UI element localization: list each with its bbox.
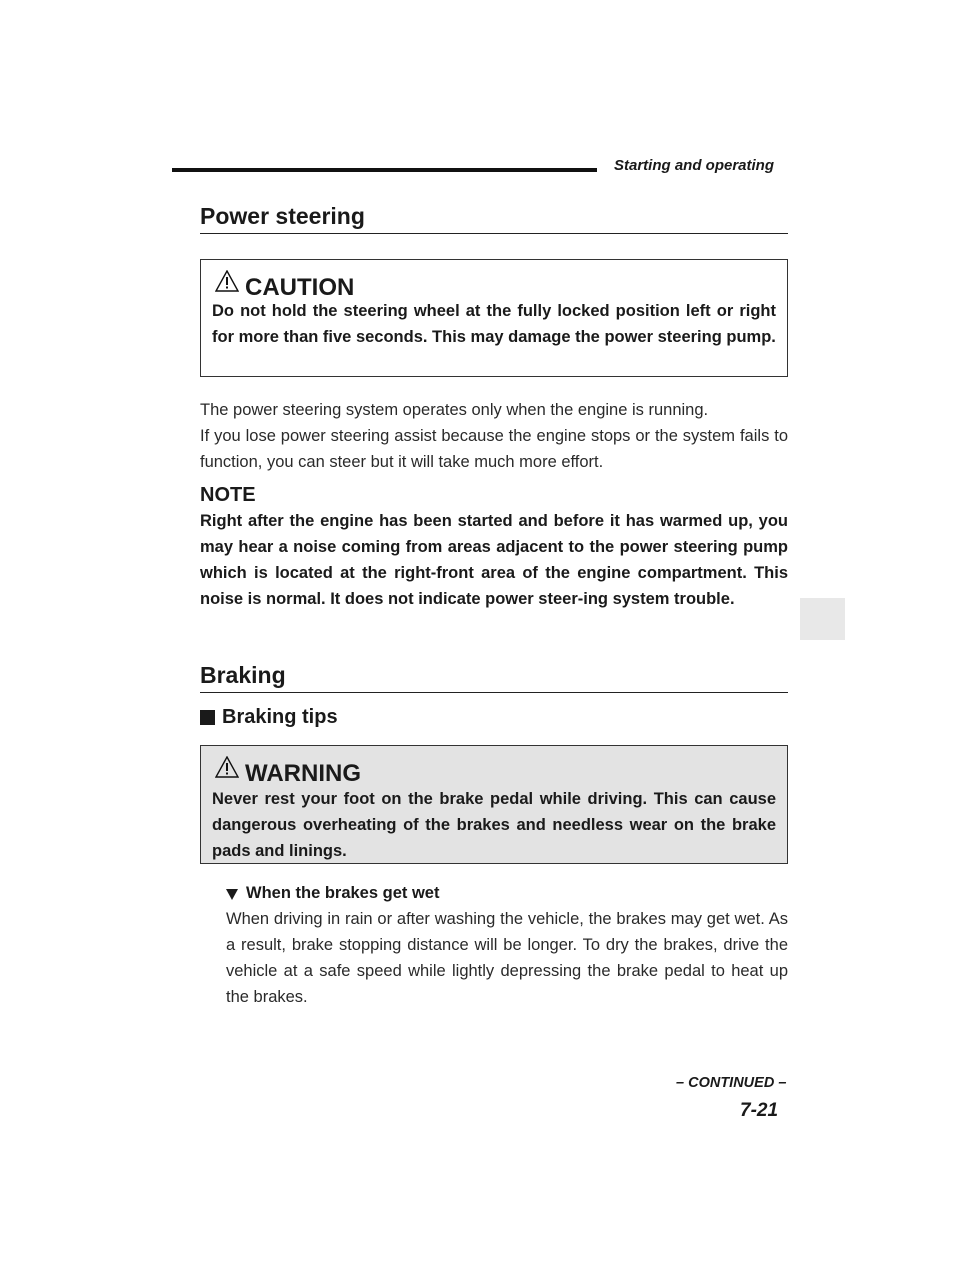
sub-subsection-title — [226, 884, 439, 903]
page-number: 7-21 — [740, 1100, 779, 1121]
warning-box — [200, 745, 788, 864]
warning-heading — [215, 760, 361, 788]
running-head: Starting and operating — [614, 157, 775, 174]
section-rule — [200, 233, 788, 234]
warning-text: Never rest your foot on the brake pedal while driving. This can cause dangerous overheating of the brakes and needless wear on the brake pads and linings. — [212, 790, 776, 860]
down-triangle-icon — [226, 888, 238, 900]
chapter-tab — [800, 598, 845, 640]
subsection-title — [200, 706, 338, 729]
warning-triangle-icon — [215, 756, 239, 778]
note-text: Right after the engine has been started and before it has warmed up, you may hear a noise coming from areas adjacent to the power steering pump which is located at the right-front area of the engine compartment. This noise is normal. It does not indicate power steer-ing system trouble. — [200, 512, 788, 608]
caution-label: CAUTION — [245, 274, 355, 301]
paragraph: The power steering system operates only when the engine is running. — [200, 401, 709, 419]
subsection-label: Braking tips — [222, 706, 338, 728]
section-title-power-steering: Power steering — [200, 203, 365, 229]
section-title-braking: Braking — [200, 662, 286, 688]
warning-label: WARNING — [245, 760, 361, 787]
paragraph: When driving in rain or after washing the vehicle, the brakes may get wet. As a result, brake stopping distance will be longer. To dry the brakes, drive the vehicle at a safe speed while lightly depressing the brake pedal to heat up the brakes. — [226, 910, 788, 1006]
caution-text: Do not hold the steering wheel at the fully locked position left or right for more than five seconds. This may damage the power steering pump. — [212, 302, 776, 346]
continued-label: – CONTINUED – — [676, 1075, 787, 1091]
header-rule — [172, 168, 597, 172]
note-heading: NOTE — [200, 484, 256, 506]
square-bullet-icon — [200, 710, 215, 725]
paragraph: If you lose power steering assist because the engine stops or the system fails to function, you can steer but it will take much more effort. — [200, 427, 788, 471]
caution-box — [200, 259, 788, 377]
warning-triangle-icon — [215, 270, 239, 292]
wet-brakes-label: When the brakes get wet — [246, 884, 440, 902]
section-rule — [200, 692, 788, 693]
